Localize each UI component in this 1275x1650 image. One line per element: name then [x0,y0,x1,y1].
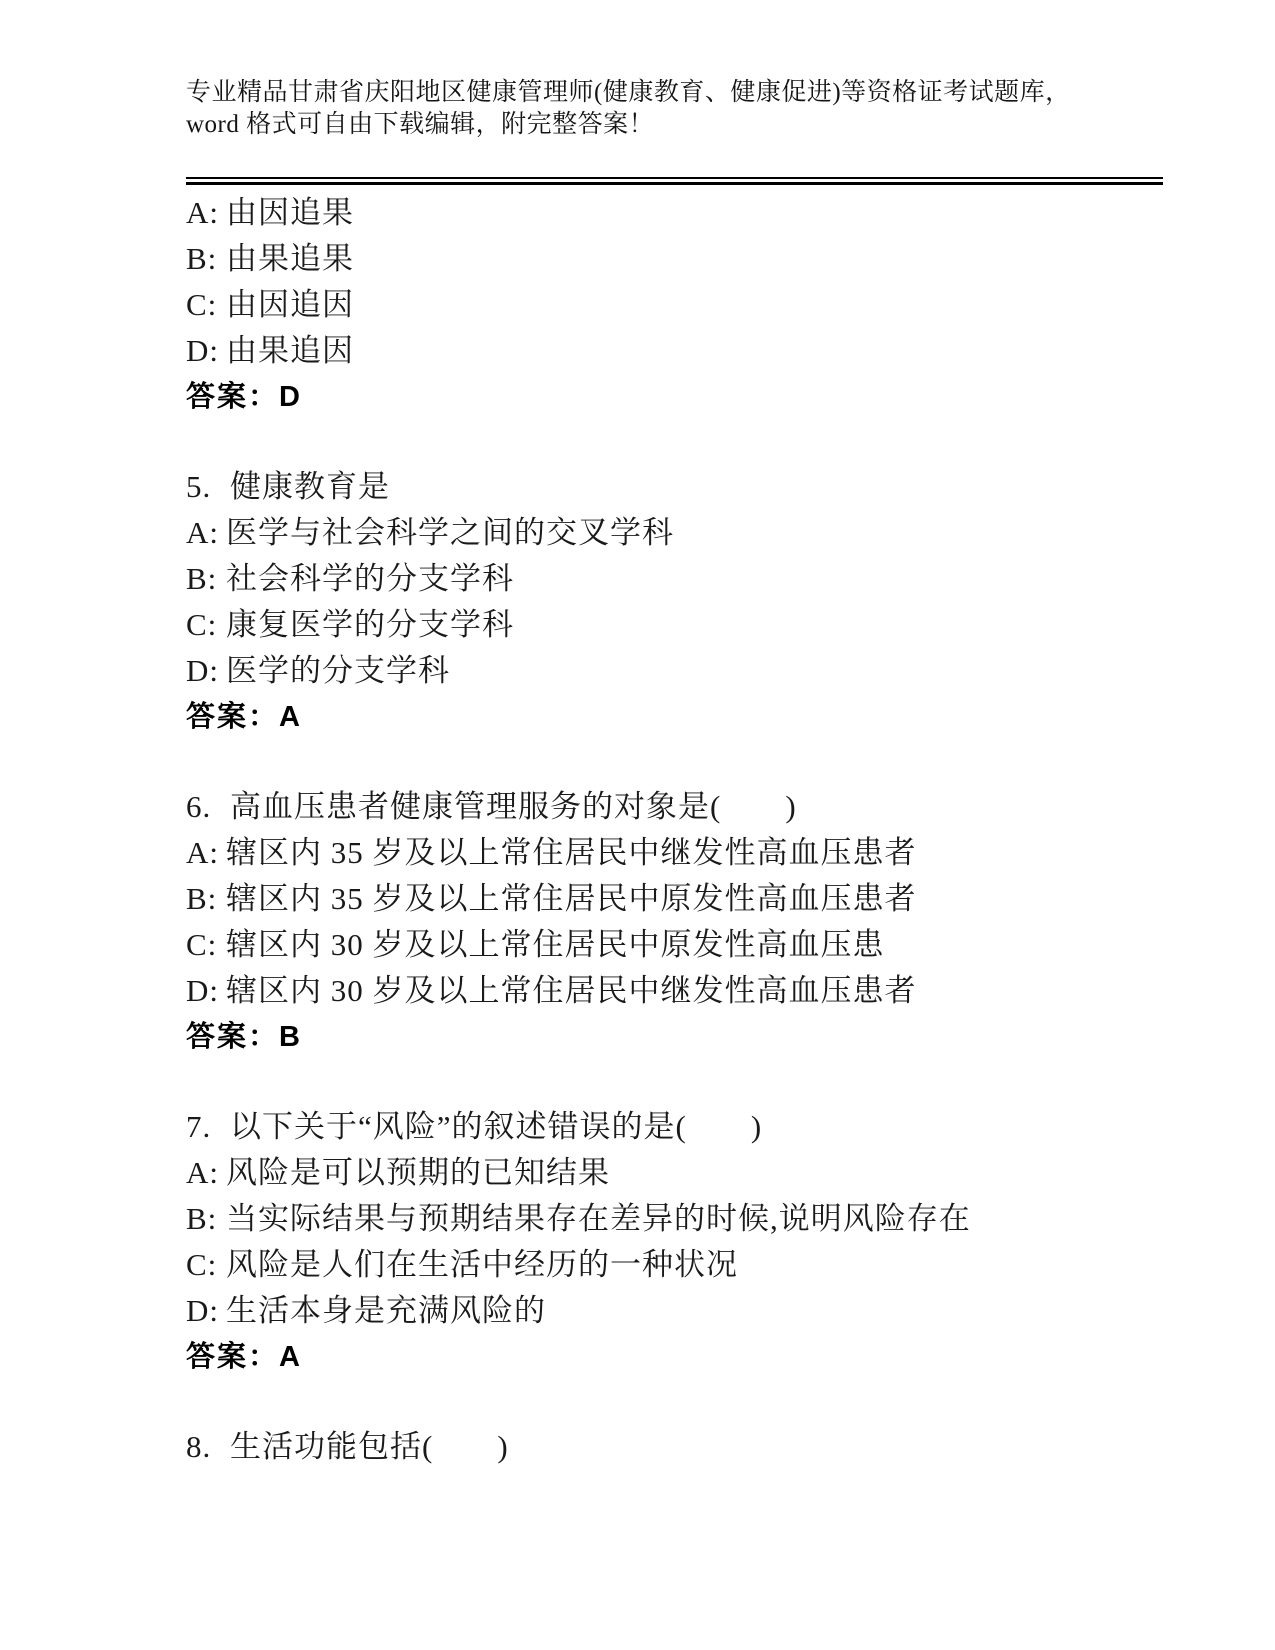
option-label: D: [186,333,219,368]
question-block [186,1424,1163,1470]
question-row [186,1104,1163,1150]
option-row [186,922,1163,968]
question-block [186,1104,1163,1380]
option-label: C: [186,287,218,322]
option-row [186,830,1163,876]
question-row [186,464,1163,510]
option-label: B: [186,881,218,916]
question-text: 以下关于“风险”的叙述错误的是( ) [230,1109,763,1144]
option-label: B: [186,561,218,596]
option-label: A: [186,835,219,870]
answer-row [186,374,1163,420]
header-line-2: word 格式可自由下载编辑，附完整答案！ [186,111,655,138]
question-text: 健康教育是 [230,469,390,504]
question-number: 7. [186,1109,212,1144]
option-text: 风险是人们在生活中经历的一种状况 [226,1247,738,1282]
option-row [186,968,1163,1014]
option-text: 辖区内 35 岁及以上常住居民中原发性高血压患者 [226,881,917,916]
document-header [186,0,1163,141]
option-row [186,602,1163,648]
option-row [186,876,1163,922]
option-label: A: [186,515,219,550]
option-label: D: [186,1293,219,1328]
option-text: 辖区内 30 岁及以上常住居民中继发性高血压患者 [226,973,917,1008]
option-row [186,1242,1163,1288]
answer-label: 答案： [186,1341,280,1373]
answer-value: D [279,381,302,413]
option-label: B: [186,1201,218,1236]
option-text: 当实际结果与预期结果存在差异的时候,说明风险存在 [226,1201,971,1236]
option-text: 辖区内 30 岁及以上常住居民中原发性高血压患 [226,927,885,962]
option-label: D: [186,973,219,1008]
answer-label: 答案： [186,1021,280,1053]
option-row [186,282,1163,328]
option-text: 由果追因 [226,333,354,368]
answer-row [186,1334,1163,1380]
option-row [186,1288,1163,1334]
option-label: C: [186,607,218,642]
option-text: 辖区内 35 岁及以上常住居民中继发性高血压患者 [226,835,917,870]
answer-label: 答案： [186,701,280,733]
option-text: 由因追果 [226,195,354,230]
question-number: 6. [186,789,212,824]
option-text: 社会科学的分支学科 [226,561,514,596]
option-row [186,648,1163,694]
answer-label: 答案： [186,381,280,413]
question-row [186,784,1163,830]
option-text: 康复医学的分支学科 [226,607,514,642]
option-row [186,1196,1163,1242]
option-label: B: [186,241,218,276]
question-row [186,1424,1163,1470]
option-row [186,556,1163,602]
option-text: 由果追果 [226,241,354,276]
question-text: 高血压患者健康管理服务的对象是( ) [230,789,797,824]
option-row [186,1150,1163,1196]
answer-value: A [279,701,302,733]
option-label: D: [186,653,219,688]
option-label: A: [186,195,219,230]
option-text: 医学与社会科学之间的交叉学科 [226,515,674,550]
question-block [186,784,1163,1060]
answer-row [186,694,1163,740]
option-text: 生活本身是充满风险的 [226,1293,546,1328]
option-label: C: [186,927,218,962]
header-line-1: 专业精品甘肃省庆阳地区健康管理师(健康教育、健康促进)等资格证考试题库， [186,79,1071,106]
answer-row [186,1014,1163,1060]
option-row [186,190,1163,236]
question-number: 8. [186,1429,212,1464]
option-label: C: [186,1247,218,1282]
answer-value: A [279,1341,302,1373]
question-number: 5. [186,469,212,504]
option-row [186,328,1163,374]
option-row [186,510,1163,556]
option-text: 医学的分支学科 [226,653,450,688]
question-block [186,190,1163,420]
question-text: 生活功能包括( ) [230,1429,509,1464]
option-row [186,236,1163,282]
header-divider-rule [186,177,1163,185]
answer-value: B [279,1021,302,1053]
option-text: 由因追因 [226,287,354,322]
question-block [186,464,1163,740]
option-text: 风险是可以预期的已知结果 [226,1155,610,1190]
option-label: A: [186,1155,219,1190]
